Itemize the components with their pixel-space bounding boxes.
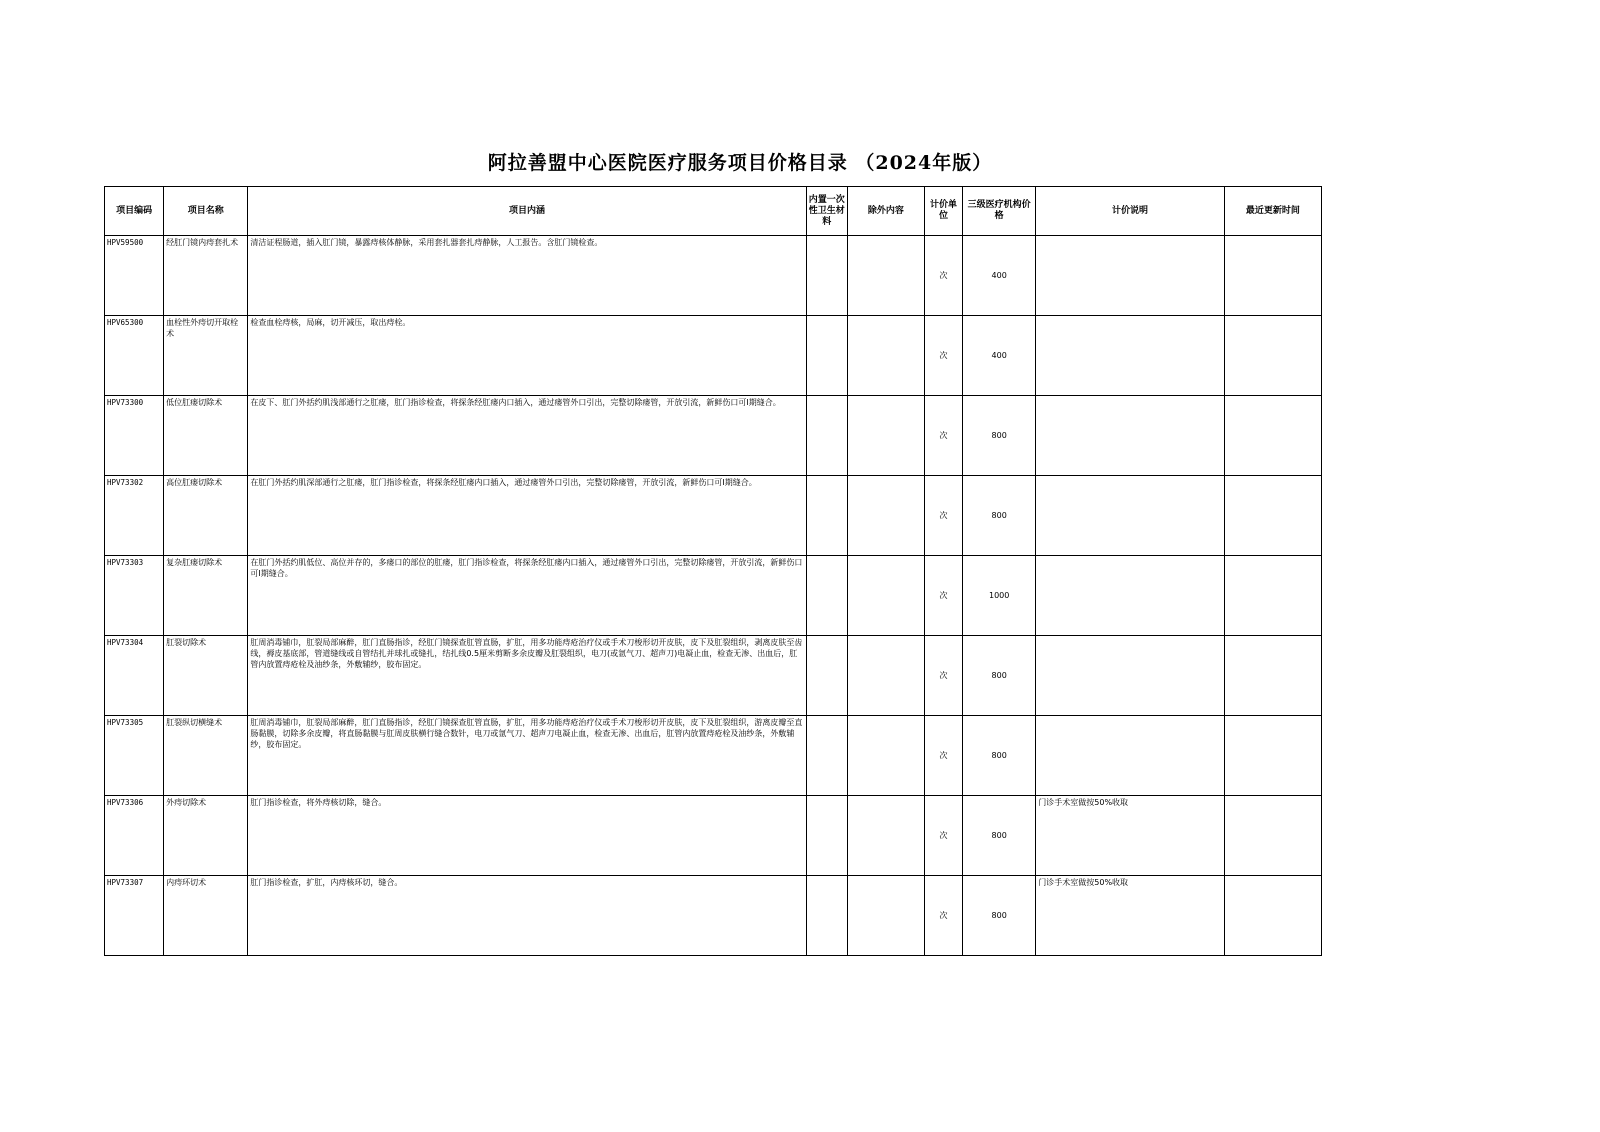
cell-code: HPV73300 <box>105 396 164 476</box>
cell-unit: 次 <box>925 476 963 556</box>
cell-price: 800 <box>963 876 1036 956</box>
table-row <box>105 796 1322 876</box>
cell-exclusion <box>847 316 924 396</box>
cell-unit: 次 <box>925 796 963 876</box>
cell-name: 低位肛瘘切除术 <box>164 396 248 476</box>
cell-unit: 次 <box>925 876 963 956</box>
cell-content: 肛周消毒铺巾，肛裂局部麻醉，肛门直肠指诊，经肛门镜探查肛管直肠，扩肛，用多功能痔疮治疗仪或手术刀梭形切开皮肤，皮下及肛裂组织，游离皮瓣至直肠黏膜，切除多余皮瓣，将直肠黏膜与肛周皮肤横行缝合数针，电刀或氩气刀、超声刀电凝止血，检查无渗、出血后，肛管内放置痔疮栓及油纱条，外敷辅纱，胶布固定。 <box>248 716 806 796</box>
cell-price: 400 <box>963 316 1036 396</box>
cell-code: HPV65300 <box>105 316 164 396</box>
cell-note <box>1036 236 1224 316</box>
cell-exclusion <box>847 796 924 876</box>
cell-exclusion <box>847 876 924 956</box>
cell-updated <box>1224 716 1321 796</box>
header-disposable: 内置一次性卫生材料 <box>806 187 847 236</box>
cell-updated <box>1224 236 1321 316</box>
cell-note: 门诊手术室做按50%收取 <box>1036 796 1224 876</box>
cell-unit: 次 <box>925 556 963 636</box>
table-row <box>105 396 1322 476</box>
cell-unit: 次 <box>925 636 963 716</box>
table-row <box>105 236 1322 316</box>
cell-price: 400 <box>963 236 1036 316</box>
table-row <box>105 476 1322 556</box>
cell-exclusion <box>847 476 924 556</box>
cell-content: 肛周消毒铺巾，肛裂局部麻醉，肛门直肠指诊，经肛门镜探查肛管直肠，扩肛，用多功能痔疮治疗仪或手术刀梭形切开皮肤，皮下及肛裂组织，剥离皮肤至齿线，褥皮基底部，管道缝线或自管结扎并球扎或缝扎，结扎线0.5厘米剪断多余皮瓣及肛裂组织，电刀(或氩气刀、超声刀)电凝止血，检查无渗、出血后，肛管内放置痔疮栓及油纱条，外敷辅纱，胶布固定。 <box>248 636 806 716</box>
cell-note <box>1036 636 1224 716</box>
cell-unit: 次 <box>925 316 963 396</box>
cell-exclusion <box>847 636 924 716</box>
cell-content: 肛门指诊检查，将外痔核切除，缝合。 <box>248 796 806 876</box>
cell-disposable <box>806 556 847 636</box>
cell-exclusion <box>847 396 924 476</box>
cell-price: 1000 <box>963 556 1036 636</box>
cell-name: 肛裂切除术 <box>164 636 248 716</box>
table-row <box>105 876 1322 956</box>
cell-note <box>1036 476 1224 556</box>
cell-updated <box>1224 876 1321 956</box>
cell-code: HPV73302 <box>105 476 164 556</box>
table-row <box>105 316 1322 396</box>
cell-price: 800 <box>963 796 1036 876</box>
cell-updated <box>1224 396 1321 476</box>
cell-updated <box>1224 796 1321 876</box>
header-exclusion: 除外内容 <box>847 187 924 236</box>
cell-name: 肛裂纵切横缝术 <box>164 716 248 796</box>
cell-exclusion <box>847 716 924 796</box>
cell-disposable <box>806 716 847 796</box>
cell-disposable <box>806 636 847 716</box>
cell-price: 800 <box>963 716 1036 796</box>
cell-price: 800 <box>963 636 1036 716</box>
cell-unit: 次 <box>925 716 963 796</box>
cell-updated <box>1224 476 1321 556</box>
cell-price: 800 <box>963 476 1036 556</box>
header-updated: 最近更新时间 <box>1224 187 1321 236</box>
cell-code: HPV59500 <box>105 236 164 316</box>
table-row <box>105 636 1322 716</box>
cell-updated <box>1224 636 1321 716</box>
cell-name: 经肛门镜内痔套扎术 <box>164 236 248 316</box>
table-row <box>105 716 1322 796</box>
table-header-row <box>105 187 1322 236</box>
table-row <box>105 556 1322 636</box>
header-code: 项目编码 <box>105 187 164 236</box>
cell-content: 肛门指诊检查，扩肛，内痔核环切，缝合。 <box>248 876 806 956</box>
cell-name: 血栓性外痔切开取栓术 <box>164 316 248 396</box>
cell-name: 外痔切除术 <box>164 796 248 876</box>
cell-code: HPV73304 <box>105 636 164 716</box>
cell-updated <box>1224 316 1321 396</box>
cell-content: 在皮下、肛门外括约肌浅部通行之肛瘘，肛门指诊检查，将探条经肛瘘内口插入，通过瘘管外口引出，完整切除瘘管，开放引流，新鲜伤口可Ⅰ期缝合。 <box>248 396 806 476</box>
cell-code: HPV73305 <box>105 716 164 796</box>
cell-price: 800 <box>963 396 1036 476</box>
header-note: 计价说明 <box>1036 187 1224 236</box>
cell-note <box>1036 396 1224 476</box>
cell-code: HPV73303 <box>105 556 164 636</box>
cell-note <box>1036 316 1224 396</box>
cell-name: 内痔环切术 <box>164 876 248 956</box>
cell-disposable <box>806 876 847 956</box>
cell-disposable <box>806 316 847 396</box>
cell-exclusion <box>847 556 924 636</box>
header-price: 三级医疗机构价格 <box>963 187 1036 236</box>
cell-exclusion <box>847 236 924 316</box>
cell-code: HPV73306 <box>105 796 164 876</box>
document-title: 阿拉善盟中心医院医疗服务项目价格目录 （2024年版） <box>487 152 993 174</box>
cell-disposable <box>806 236 847 316</box>
cell-name: 高位肛瘘切除术 <box>164 476 248 556</box>
cell-code: HPV73307 <box>105 876 164 956</box>
cell-content: 在肛门外括约肌低位、高位并存的，多瘘口的部位的肛瘘，肛门指诊检查，将探条经肛瘘内口插入，通过瘘管外口引出，完整切除瘘管，开放引流，新鲜伤口可Ⅰ期缝合。 <box>248 556 806 636</box>
cell-content: 检查血栓痔核，局麻，切开减压，取出痔栓。 <box>248 316 806 396</box>
cell-name: 复杂肛瘘切除术 <box>164 556 248 636</box>
price-table <box>104 186 1322 956</box>
cell-note <box>1036 716 1224 796</box>
cell-unit: 次 <box>925 396 963 476</box>
cell-unit: 次 <box>925 236 963 316</box>
cell-disposable <box>806 476 847 556</box>
cell-note: 门诊手术室做按50%收取 <box>1036 876 1224 956</box>
cell-updated <box>1224 556 1321 636</box>
header-content: 项目内涵 <box>248 187 806 236</box>
cell-disposable <box>806 796 847 876</box>
header-unit: 计价单位 <box>925 187 963 236</box>
cell-content: 清洁证程肠道，插入肛门镜，暴露痔核体静脉，采用套扎器套扎痔静脉，人工报告。含肛门镜检查。 <box>248 236 806 316</box>
cell-disposable <box>806 396 847 476</box>
cell-content: 在肛门外括约肌深部通行之肛瘘，肛门指诊检查，将探条经肛瘘内口插入，通过瘘管外口引出，完整切除瘘管，开放引流，新鲜伤口可Ⅰ期缝合。 <box>248 476 806 556</box>
header-name: 项目名称 <box>164 187 248 236</box>
cell-note <box>1036 556 1224 636</box>
